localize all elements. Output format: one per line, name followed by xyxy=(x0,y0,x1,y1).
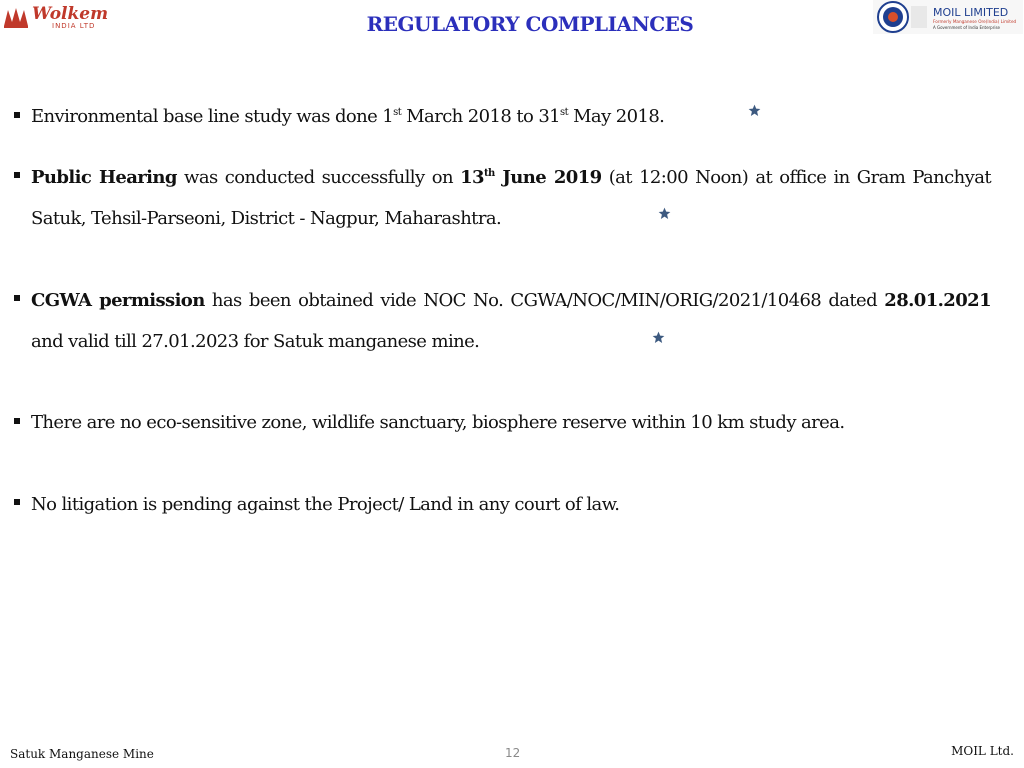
footer-company-name: MOIL Ltd. xyxy=(951,744,1014,758)
bullet-text: Environmental base line study was done 1st March 2018 to 31st May 2018. xyxy=(31,106,665,127)
bullet-text: No litigation is pending against the Project/ Land in any court of law. xyxy=(31,494,620,515)
star-icon xyxy=(658,207,671,220)
square-bullet-icon xyxy=(14,172,20,178)
bullet-text: There are no eco-sensitive zone, wildlife sanctuary, biosphere reserve within 10 km study area. xyxy=(31,412,845,433)
square-bullet-icon xyxy=(14,499,20,505)
page-number: 12 xyxy=(505,746,521,760)
page-title: REGULATORY COMPLIANCES xyxy=(366,12,694,36)
bullet-text: CGWA permission has been obtained vide NOC No. CGWA/NOC/MIN/ORIG/2021/10468 dated 28.01.2021 and valid till 27.01.2023 for Satuk manganese mine. xyxy=(31,290,991,352)
moil-logo-text: MOIL LIMITED xyxy=(933,6,1009,19)
star-icon xyxy=(652,331,665,344)
square-bullet-icon xyxy=(14,295,20,301)
moil-logo-govt: A Government of India Enterprise xyxy=(933,25,1001,30)
wolkem-logo-sub: INDIA LTD xyxy=(52,22,96,30)
moil-logo-formerly: Formerly Manganese Ore(India) Limited xyxy=(933,19,1017,24)
square-bullet-icon xyxy=(14,418,20,424)
moil-logo xyxy=(873,0,1023,34)
star-icon xyxy=(748,104,761,117)
footer-project-name: Satuk Manganese Mine xyxy=(10,747,154,761)
bullet-text: Public Hearing was conducted successfully on 13th June 2019 (at 12:00 Noon) at office in Gram Panchyat Satuk, Tehsil-Parseoni, District - Nagpur, Maharashtra. xyxy=(31,167,991,229)
square-bullet-icon xyxy=(14,112,20,118)
wolkem-logo-text: Wolkem xyxy=(32,4,109,24)
